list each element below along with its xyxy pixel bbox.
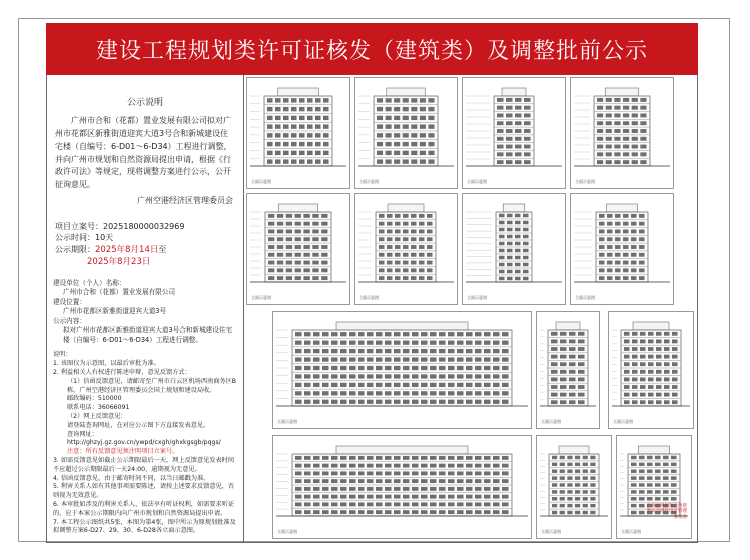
drawing-caption: 立面示意图 (251, 295, 271, 300)
elevation-drawing (536, 311, 600, 429)
notes-title: 说明： (53, 351, 72, 359)
note-item: （1）信函反馈意见，请邮寄至广州市白云区机场西南商务区B栋，广州空港经济区管理委员会国土规划和建设局收。 (67, 377, 237, 394)
project-meta (55, 221, 235, 269)
drawing-caption: 立面示意图 (541, 419, 561, 424)
applicant-name-label: 建设单位（个人）名称： (53, 278, 126, 287)
note-item: 请登陆查询网址，在对应公示图下方直接发表意见。 (67, 421, 210, 429)
summary-label: 公示内容： (53, 316, 86, 325)
period-value: 10天 (95, 233, 114, 243)
elevation-drawing (570, 193, 674, 305)
applicant-info (53, 279, 237, 346)
note-item: 查询网址： (67, 430, 98, 438)
project-number-row (55, 221, 235, 233)
date-to-prefix: 至 (158, 244, 167, 254)
note-item: 7. 本工程公示图纸共5张，本图为第4张，图中所示为原规划批准及拟调整方案6-D27、29、30、6-D28各立面示意图。 (53, 518, 236, 535)
notes (53, 351, 237, 536)
query-url[interactable]: http://ghzyj.gz.gov.cn/ywpd/cxgh/ghxkgsgb/pqgs/ (67, 439, 221, 447)
note-warning: 注意：所有反馈意见须注明项目立案号。 (67, 448, 179, 456)
elevation-drawing (608, 311, 694, 429)
project-number-label: 项目立案号： (55, 221, 103, 231)
note-item: 联系电话：36066091 (67, 404, 130, 412)
notice-panel (46, 75, 244, 543)
applicant-name: 广州市合和（花都）置业发展有限公司 (63, 288, 176, 297)
drawing-caption: 立面示意图 (541, 529, 561, 534)
note-item: 2. 利益相关人有权进行陈述申辩，意见反馈方式： (53, 368, 191, 376)
drawing-caption: 立面示意图 (575, 295, 595, 300)
drawings-panel (244, 75, 698, 543)
elevation-drawing (354, 193, 458, 305)
elevation-drawing (272, 311, 532, 429)
drawing-caption: 立面示意图 (467, 179, 487, 184)
notice-body: 广州市合和（花都）置业发展有限公司拟对广州市花都区新雅街道迎宾大道3号合和新城建设住宅楼（自编号：6-D01～6-D34）工程进行调整，并向广州市规划和自然资源局提出申请，根据《行政许可法》等规定，现将调整方案进行公示，公开征询意见。 (55, 116, 232, 190)
elevation-drawing (462, 193, 566, 305)
note-item: 1. 该图仅为示意图，以最后审批为准。 (53, 360, 160, 368)
period-label: 公示时间： (55, 233, 95, 243)
elevation-drawing (354, 77, 458, 189)
drawing-caption: 立面示意图 (613, 419, 633, 424)
note-item: 5. 利害关系人如有其他事项需要陈述，请按上述要求反馈意见，否则视为无效意见。 (53, 483, 235, 500)
dates-row (55, 244, 235, 256)
date-to: 2025年8月23日 (87, 257, 151, 268)
drawing-caption: 立面示意图 (621, 529, 641, 534)
drawing-caption: 立面示意图 (251, 179, 271, 184)
elevation-drawing (246, 193, 350, 305)
applicant-address-label: 建设位置： (53, 297, 86, 306)
drawing-caption: 立面示意图 (359, 179, 379, 184)
drawing-caption: 立面示意图 (359, 295, 379, 300)
elevation-drawing (536, 435, 612, 539)
note-item: 3. 如需反馈意见如截止公示期限最后一天，网上反馈意见发表时间不应超过公示期限最后一天24:00，逾期视为无意见。 (53, 456, 235, 473)
summary-text: 拟对广州市花都区新雅街道迎宾大道3号合和新城建设住宅楼（自编号：6-D01～6-D34）工程进行调整。 (63, 326, 233, 344)
drawing-caption: 立面示意图 (467, 295, 487, 300)
elevation-drawing (246, 77, 350, 189)
date-from: 2025年8月14日 (95, 244, 159, 255)
period-row (55, 232, 235, 244)
issuing-committee: 广州空港经济区管理委员会 (137, 195, 233, 205)
page-title: 建设工程规划类许可证核发（建筑类）及调整批前公示 (46, 23, 698, 75)
elevation-drawing (570, 77, 674, 189)
elevation-drawing (616, 435, 692, 539)
drawing-caption: 立面示意图 (277, 419, 297, 424)
drawing-caption: 立面示意图 (575, 179, 595, 184)
project-number: 2025180000032969 (103, 221, 185, 231)
applicant-address: 广州市花都区新雅街道迎宾大道3号 (63, 307, 167, 316)
drawing-caption: 立面示意图 (277, 529, 297, 534)
dates-label: 公示期限： (55, 244, 95, 254)
elevation-drawing (272, 435, 532, 539)
note-item: （2）网上反馈意见： (67, 412, 127, 420)
watermark-stamp: 广州市规划和自然资源局空港经济区管理委员会 (646, 503, 687, 520)
note-item: 6. 本审批如涉及的利害关系人、依法享有听证权利，如需要求听证的，应于本案公示期限内向广州市规划和自然资源局提出申请。 (53, 500, 235, 517)
elevation-drawing (462, 77, 566, 189)
note-item: 邮政编码：510000 (67, 395, 122, 403)
date-to-row (55, 256, 235, 268)
notice-title: 公示说明 (126, 98, 163, 108)
note-item: 4. 信函反馈意见，由于邮寄时间不同，以当日邮戳为准。 (53, 474, 210, 482)
